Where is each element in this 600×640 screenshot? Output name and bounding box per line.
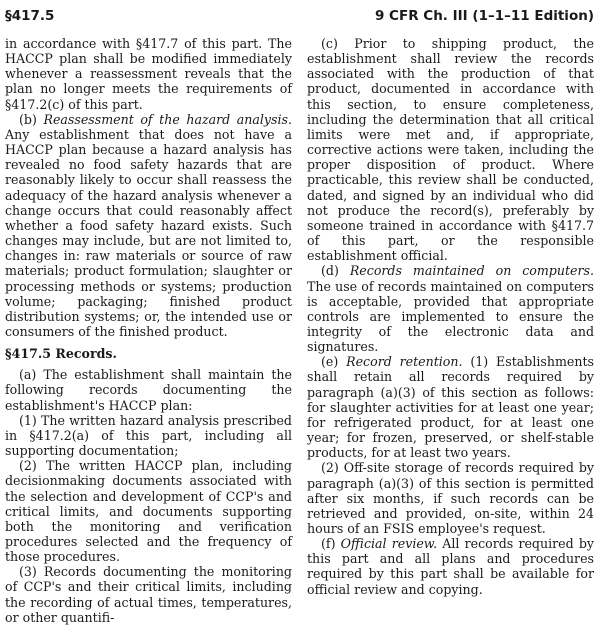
paragraph-b-text: Any establishment that does not have a HACCP plan because a hazard analysis has revealed no food safety hazards that are reasonably likely to occur shall reassess the adequacy of the hazard analysis whenever a change occurs that could reasonably affect whether a food safety hazard exists. Such changes may include, but are not limited to, changes in: raw materials or source of raw materials; product formulation; slaughter or processing methods or systems; production volume; packaging; finished product distribution systems; or, the intended use or consumers of the finished product.: [5, 126, 292, 339]
paragraph-e2: (2) Off-site storage of records required by paragraph (a)(3) of this section is permitted after six months, if such records can be retrieved and provided, on-site, within 24 hours of an FSIS employee's request.: [307, 460, 594, 536]
right-column: [307, 36, 594, 597]
section-heading: §417.5 Records.: [5, 346, 117, 362]
paragraph-a3: (3) Records documenting the monitoring of CCP's and their critical limits, including the recording of actual times, temperatures, or other quantifi-: [5, 564, 292, 625]
paragraph-b-title: Reassessment of the hazard analysis.: [43, 111, 292, 127]
paragraph-f-title: Official review.: [340, 536, 438, 552]
paragraph-e-label: (e): [321, 354, 347, 370]
paragraph-d-text: The use of records maintained on computers is acceptable, provided that appropriate controls are implemented to ensure the integrity of the electronic data and signatures.: [307, 278, 594, 355]
paragraph-a: (a) The establishment shall maintain the following records documenting the establishment's HACCP plan:: [5, 367, 292, 413]
paragraph-f-label: (f): [321, 536, 341, 552]
paragraph-a2: (2) The written HACCP plan, including decisionmaking documents associated with the selection and development of CCP's and critical limits, and documents supporting both the monitoring and verification procedures selected and the frequency of those procedures.: [5, 458, 292, 565]
paragraph-b: [5, 112, 292, 339]
paragraph-d-title: Records maintained on computers.: [349, 263, 594, 279]
header-title: 9 CFR Ch. III (1–1–11 Edition): [374, 8, 594, 24]
left-column: [5, 36, 292, 625]
paragraph-f-text: All records required by this part and all plans and procedures required by this part shall be available for official review and copying.: [307, 536, 594, 597]
paragraph-f: [307, 536, 594, 597]
continued-paragraph: in accordance with §417.7 of this part. The HACCP plan shall be modified immediately whenever a reassessment reveals that the plan no longer meets the requirements of §417.2(c) of this part.: [5, 36, 292, 112]
paragraph-b-label: (b): [19, 111, 44, 127]
page-header: [5, 8, 594, 30]
paragraph-e: [307, 354, 594, 460]
paragraph-c: (c) Prior to shipping product, the establishment shall review the records associated with the production of that product, documented in accordance with this section, to ensure completeness, including the determination that all critical limits were met and, if appropriate, corrective actions were taken, including the proper disposition of product. Where practicable, this review shall be conducted, dated, and signed by an individual who did not produce the record(s), preferably by someone trained in accordance with §417.7 of this part, or the responsible establishment official.: [307, 36, 594, 264]
paragraph-d-label: (d): [321, 263, 350, 279]
paragraph-e-text: (1) Establishments shall retain all records required by paragraph (a)(3) of this section as follows: for slaughter activities for at least one year; for refrigerated product, for at least one year; for frozen, preserved, or shelf-stable products, for at least two years.: [307, 354, 594, 461]
paragraph-e-title: Record retention.: [346, 354, 463, 370]
paragraph-d: [307, 263, 594, 354]
paragraph-a1: (1) The written hazard analysis prescribed in §417.2(a) of this part, including all supporting documentation;: [5, 412, 292, 459]
header-section-number: §417.5: [5, 8, 55, 24]
